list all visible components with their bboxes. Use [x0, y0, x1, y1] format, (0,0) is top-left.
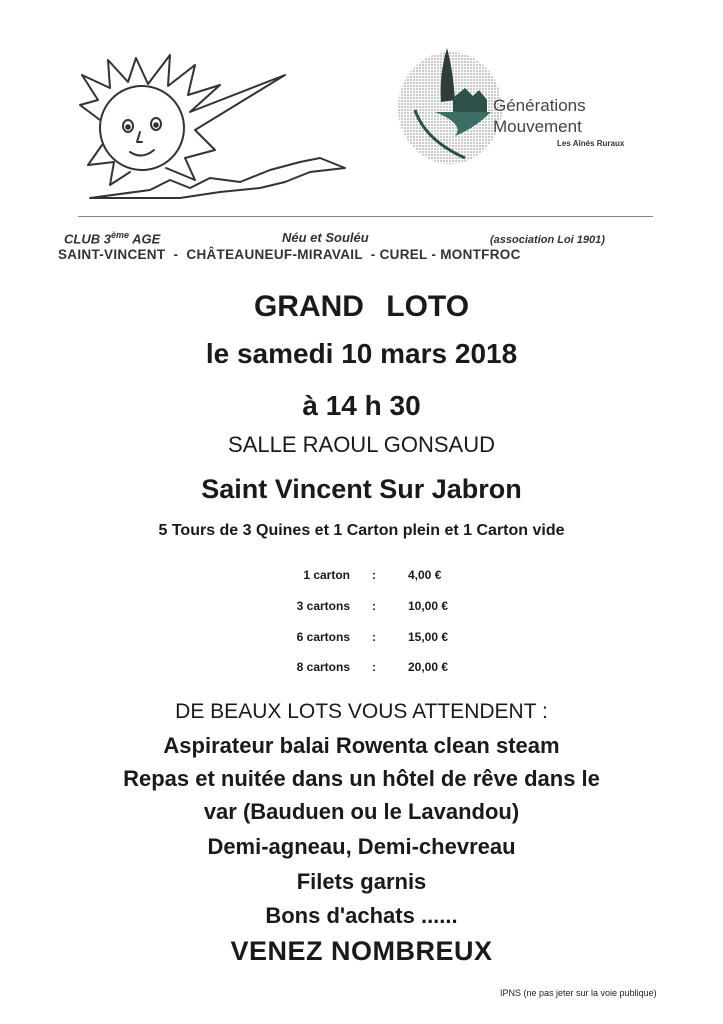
price-amount: 15,00 €	[408, 630, 449, 644]
header-divider	[78, 216, 653, 217]
price-row	[280, 660, 480, 676]
prize-item: Aspirateur balai Rowenta clean steam	[163, 733, 560, 758]
prize-item: Demi-agneau, Demi-chevreau	[207, 834, 516, 859]
event-rounds: 5 Tours de 3 Quines et 1 Carton plein et 1 Carton vide	[158, 522, 565, 539]
price-separator: :	[372, 599, 376, 613]
club-label: CLUB 3ème AGE	[64, 230, 161, 247]
price-separator: :	[372, 660, 376, 674]
price-quantity: 8 cartons	[296, 660, 350, 674]
price-quantity: 6 cartons	[296, 630, 350, 644]
association-type: (association Loi 1901)	[490, 234, 605, 246]
call-to-action: VENEZ NOMBREUX	[230, 936, 493, 966]
prize-item: var (Bauduen ou le Lavandou)	[203, 799, 520, 824]
prize-item: Repas et nuitée dans un hôtel de rêve dans le	[123, 766, 600, 791]
event-title: GRAND LOTO	[253, 290, 470, 323]
price-amount: 20,00 €	[408, 660, 449, 674]
price-separator: :	[372, 630, 376, 644]
price-quantity: 3 cartons	[296, 599, 350, 613]
price-amount: 4,00 €	[408, 568, 442, 582]
event-venue: SALLE RAOUL GONSAUD	[228, 432, 495, 457]
price-row	[280, 630, 480, 646]
event-date: le samedi 10 mars 2018	[205, 338, 518, 369]
event-time: à 14 h 30	[302, 390, 421, 421]
price-amount: 10,00 €	[408, 599, 449, 613]
association-name: Néu et Souléu	[282, 230, 369, 245]
sun-logo-drawing	[70, 50, 370, 205]
price-quantity: 1 carton	[303, 568, 350, 582]
villages-line: SAINT-VINCENT - CHÂTEAUNEUF-MIRAVAIL - CUREL - MONTFROC	[58, 247, 521, 262]
ipns-notice: IPNS (ne pas jeter sur la voie publique)	[500, 988, 657, 998]
prizes-heading: DE BEAUX LOTS VOUS ATTENDENT :	[175, 700, 548, 723]
event-town: Saint Vincent Sur Jabron	[201, 474, 522, 504]
price-separator: :	[372, 568, 376, 582]
prize-item: Bons d'achats ......	[265, 903, 458, 928]
logo-tagline: Les Aînés Ruraux	[557, 139, 625, 148]
prize-item: Filets garnis	[296, 869, 427, 894]
price-row	[280, 568, 480, 584]
logo-brand-line2: Mouvement	[493, 117, 582, 136]
logo-brand-line1: Générations	[493, 96, 586, 115]
price-row	[280, 599, 480, 615]
generations-mouvement-logo	[395, 40, 505, 170]
